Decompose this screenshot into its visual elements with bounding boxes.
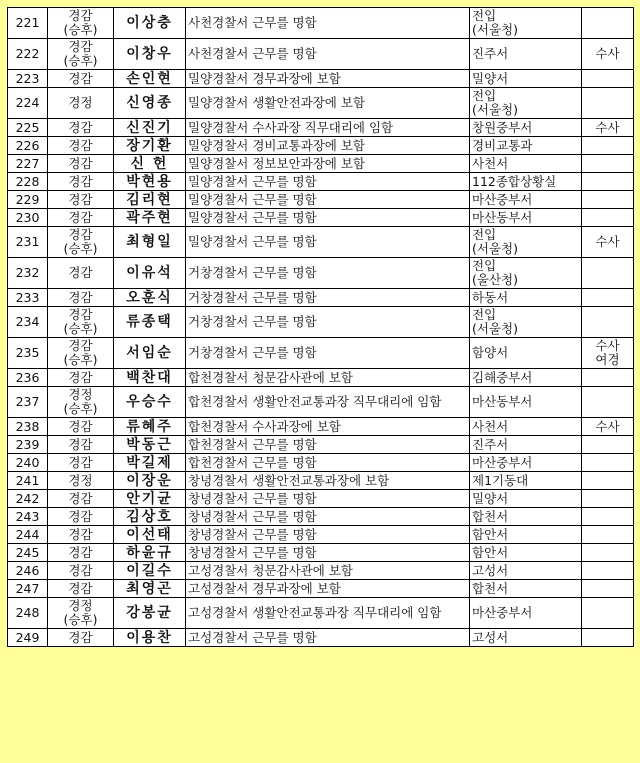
remarks-cell bbox=[582, 490, 634, 508]
rank-line: 경감 bbox=[68, 454, 93, 470]
remarks-cell bbox=[582, 369, 634, 387]
rank-line: 경감 bbox=[68, 209, 93, 225]
remarks-cell bbox=[582, 119, 634, 137]
name-cell: 신 헌 bbox=[114, 155, 186, 173]
table-row bbox=[8, 436, 634, 454]
note-line: 수사 bbox=[595, 119, 620, 135]
assignment-cell: 고성경찰서 생활안전교통과장 직무대리에 임함 bbox=[186, 598, 470, 629]
rank-cell bbox=[48, 227, 114, 258]
rank-cell bbox=[48, 490, 114, 508]
table-row bbox=[8, 289, 634, 307]
assignment-cell: 창녕경찰서 근무를 명함 bbox=[186, 526, 470, 544]
table-row bbox=[8, 258, 634, 289]
rank-cell bbox=[48, 289, 114, 307]
row-number: 232 bbox=[8, 258, 48, 289]
rank-cell bbox=[48, 544, 114, 562]
remarks-cell bbox=[582, 70, 634, 88]
row-number: 229 bbox=[8, 191, 48, 209]
previous-post-cell bbox=[470, 436, 582, 454]
previous-post-cell bbox=[470, 418, 582, 436]
from-line: (서울청) bbox=[472, 102, 518, 117]
row-number: 222 bbox=[8, 39, 48, 70]
name-cell: 오훈식 bbox=[114, 289, 186, 307]
previous-post-cell bbox=[470, 137, 582, 155]
previous-post-cell bbox=[470, 472, 582, 490]
name-cell: 곽주현 bbox=[114, 209, 186, 227]
rank-line: 경정 bbox=[68, 95, 93, 110]
rank-line: 경감 bbox=[68, 70, 93, 86]
rank-cell bbox=[48, 258, 114, 289]
table-row bbox=[8, 580, 634, 598]
previous-post-cell bbox=[470, 338, 582, 369]
rank-line: 경감 bbox=[68, 526, 93, 542]
assignment-cell: 고성경찰서 청문감사관에 보함 bbox=[186, 562, 470, 580]
assignment-cell: 고성경찰서 경무과장에 보함 bbox=[186, 580, 470, 598]
from-line: 김해중부서 bbox=[472, 369, 533, 385]
assignment-cell: 밀양경찰서 생활안전과장에 보함 bbox=[186, 88, 470, 119]
from-line: (서울청) bbox=[472, 321, 518, 336]
remarks-cell bbox=[582, 580, 634, 598]
rank-cell bbox=[48, 369, 114, 387]
rank-line: 경감 bbox=[68, 289, 93, 305]
previous-post-cell bbox=[470, 119, 582, 137]
rank-cell bbox=[48, 508, 114, 526]
previous-post-cell bbox=[470, 544, 582, 562]
from-line: 함안서 bbox=[472, 526, 509, 542]
rank-cell bbox=[48, 137, 114, 155]
name-cell: 최형일 bbox=[114, 227, 186, 258]
remarks-cell bbox=[582, 227, 634, 258]
name-cell: 강봉균 bbox=[114, 598, 186, 629]
table-row bbox=[8, 598, 634, 629]
table-row bbox=[8, 472, 634, 490]
assignment-cell: 밀양경찰서 경비교통과장에 보함 bbox=[186, 137, 470, 155]
assignment-cell: 사천경찰서 근무를 명함 bbox=[186, 39, 470, 70]
previous-post-cell bbox=[470, 155, 582, 173]
name-cell: 장기환 bbox=[114, 137, 186, 155]
name-cell: 김리현 bbox=[114, 191, 186, 209]
rank-cell bbox=[48, 8, 114, 39]
name-cell: 박길제 bbox=[114, 454, 186, 472]
row-number: 245 bbox=[8, 544, 48, 562]
rank-cell bbox=[48, 454, 114, 472]
row-number: 227 bbox=[8, 155, 48, 173]
table-row bbox=[8, 562, 634, 580]
row-number: 243 bbox=[8, 508, 48, 526]
assignment-cell: 사천경찰서 근무를 명함 bbox=[186, 8, 470, 39]
assignment-cell: 밀양경찰서 근무를 명함 bbox=[186, 191, 470, 209]
from-line: 밀양서 bbox=[472, 490, 509, 506]
remarks-cell bbox=[582, 191, 634, 209]
row-number: 230 bbox=[8, 209, 48, 227]
assignment-cell: 밀양경찰서 경무과장에 보함 bbox=[186, 70, 470, 88]
rank-cell bbox=[48, 191, 114, 209]
name-cell: 안기균 bbox=[114, 490, 186, 508]
name-cell: 류혜주 bbox=[114, 418, 186, 436]
from-line: 전입 bbox=[472, 227, 497, 242]
assignment-cell: 합천경찰서 근무를 명함 bbox=[186, 436, 470, 454]
from-line: 제1기동대 bbox=[472, 472, 529, 488]
rank-line: 경감 bbox=[68, 39, 93, 54]
rank-cell bbox=[48, 209, 114, 227]
name-cell: 이선태 bbox=[114, 526, 186, 544]
roster-body bbox=[8, 8, 634, 647]
remarks-cell bbox=[582, 289, 634, 307]
assignment-cell: 합천경찰서 생활안전교통과장 직무대리에 임함 bbox=[186, 387, 470, 418]
previous-post-cell bbox=[470, 88, 582, 119]
row-number: 225 bbox=[8, 119, 48, 137]
from-line: 함안서 bbox=[472, 544, 509, 560]
previous-post-cell bbox=[470, 289, 582, 307]
row-number: 235 bbox=[8, 338, 48, 369]
from-line: 고성서 bbox=[472, 562, 509, 578]
remarks-cell bbox=[582, 307, 634, 338]
rank-cell bbox=[48, 472, 114, 490]
remarks-cell bbox=[582, 258, 634, 289]
rank-cell bbox=[48, 155, 114, 173]
previous-post-cell bbox=[470, 307, 582, 338]
rank-cell bbox=[48, 526, 114, 544]
name-cell: 이창우 bbox=[114, 39, 186, 70]
name-cell: 이장운 bbox=[114, 472, 186, 490]
rank-cell bbox=[48, 629, 114, 647]
rank-cell bbox=[48, 119, 114, 137]
rank-line: (승후) bbox=[63, 22, 98, 37]
table-row bbox=[8, 209, 634, 227]
remarks-cell bbox=[582, 526, 634, 544]
rank-line: 경감 bbox=[68, 490, 93, 506]
rank-line: 경감 bbox=[68, 369, 93, 385]
previous-post-cell bbox=[470, 191, 582, 209]
rank-line: 경감 bbox=[68, 544, 93, 560]
rank-line: (승후) bbox=[63, 401, 98, 416]
table-row bbox=[8, 544, 634, 562]
from-line: 경비교통과 bbox=[472, 137, 533, 153]
previous-post-cell bbox=[470, 490, 582, 508]
from-line: (서울청) bbox=[472, 241, 518, 256]
from-line: 창원중부서 bbox=[472, 119, 533, 135]
assignment-cell: 밀양경찰서 근무를 명함 bbox=[186, 227, 470, 258]
rank-line: 경감 bbox=[68, 191, 93, 207]
name-cell: 김상호 bbox=[114, 508, 186, 526]
table-row bbox=[8, 629, 634, 647]
previous-post-cell bbox=[470, 8, 582, 39]
table-row bbox=[8, 119, 634, 137]
previous-post-cell bbox=[470, 369, 582, 387]
note-line: 여경 bbox=[595, 352, 620, 367]
previous-post-cell bbox=[470, 39, 582, 70]
from-line: 마산중부서 bbox=[472, 605, 533, 620]
previous-post-cell bbox=[470, 209, 582, 227]
rank-line: 경정 bbox=[68, 472, 93, 488]
rank-cell bbox=[48, 173, 114, 191]
table-row bbox=[8, 173, 634, 191]
table-row bbox=[8, 137, 634, 155]
table-row bbox=[8, 526, 634, 544]
assignment-cell: 거창경찰서 근무를 명함 bbox=[186, 338, 470, 369]
note-line: 수사 bbox=[595, 46, 620, 61]
row-number: 221 bbox=[8, 8, 48, 39]
rank-cell bbox=[48, 418, 114, 436]
row-number: 248 bbox=[8, 598, 48, 629]
remarks-cell bbox=[582, 562, 634, 580]
rank-line: 경감 bbox=[68, 265, 93, 280]
rank-line: 경감 bbox=[68, 8, 93, 23]
personnel-roster-table bbox=[7, 7, 634, 647]
rank-line: 경감 bbox=[68, 173, 93, 189]
row-number: 238 bbox=[8, 418, 48, 436]
previous-post-cell bbox=[470, 227, 582, 258]
rank-cell bbox=[48, 387, 114, 418]
row-number: 224 bbox=[8, 88, 48, 119]
from-line: 전입 bbox=[472, 88, 497, 103]
remarks-cell bbox=[582, 436, 634, 454]
row-number: 231 bbox=[8, 227, 48, 258]
previous-post-cell bbox=[470, 562, 582, 580]
rank-line: 경감 bbox=[68, 338, 93, 353]
table-row bbox=[8, 39, 634, 70]
name-cell: 하윤규 bbox=[114, 544, 186, 562]
rank-line: 경감 bbox=[68, 155, 93, 171]
table-row bbox=[8, 191, 634, 209]
from-line: 전입 bbox=[472, 307, 497, 322]
rank-line: 경감 bbox=[68, 629, 93, 645]
assignment-cell: 밀양경찰서 정보보안과장에 보함 bbox=[186, 155, 470, 173]
row-number: 236 bbox=[8, 369, 48, 387]
table-row bbox=[8, 70, 634, 88]
from-line: 함양서 bbox=[472, 345, 509, 360]
rank-line: 경감 bbox=[68, 227, 93, 242]
rank-line: 경감 bbox=[68, 119, 93, 135]
rank-cell bbox=[48, 307, 114, 338]
previous-post-cell bbox=[470, 598, 582, 629]
from-line: 합천서 bbox=[472, 580, 509, 596]
remarks-cell bbox=[582, 418, 634, 436]
rank-cell bbox=[48, 39, 114, 70]
assignment-cell: 합천경찰서 청문감사관에 보함 bbox=[186, 369, 470, 387]
assignment-cell: 창녕경찰서 근무를 명함 bbox=[186, 490, 470, 508]
name-cell: 신영종 bbox=[114, 88, 186, 119]
remarks-cell bbox=[582, 137, 634, 155]
name-cell: 신진기 bbox=[114, 119, 186, 137]
row-number: 242 bbox=[8, 490, 48, 508]
table-row bbox=[8, 88, 634, 119]
previous-post-cell bbox=[470, 508, 582, 526]
assignment-cell: 합천경찰서 수사과장에 보함 bbox=[186, 418, 470, 436]
from-line: 전입 bbox=[472, 258, 497, 273]
rank-line: (승후) bbox=[63, 612, 98, 627]
table-row bbox=[8, 387, 634, 418]
previous-post-cell bbox=[470, 526, 582, 544]
row-number: 241 bbox=[8, 472, 48, 490]
table-row bbox=[8, 369, 634, 387]
table-row bbox=[8, 418, 634, 436]
remarks-cell bbox=[582, 598, 634, 629]
assignment-cell: 고성경찰서 근무를 명함 bbox=[186, 629, 470, 647]
remarks-cell bbox=[582, 508, 634, 526]
from-line: 진주서 bbox=[472, 436, 509, 452]
assignment-cell: 창녕경찰서 생활안전교통과장에 보함 bbox=[186, 472, 470, 490]
from-line: 하동서 bbox=[472, 289, 509, 305]
rank-line: 경감 bbox=[68, 418, 93, 434]
from-line: 밀양서 bbox=[472, 70, 509, 86]
assignment-cell: 창녕경찰서 근무를 명함 bbox=[186, 508, 470, 526]
rank-line: 경정 bbox=[68, 387, 93, 402]
rank-line: (승후) bbox=[63, 53, 98, 68]
remarks-cell bbox=[582, 454, 634, 472]
row-number: 244 bbox=[8, 526, 48, 544]
rank-cell bbox=[48, 338, 114, 369]
assignment-cell: 합천경찰서 근무를 명함 bbox=[186, 454, 470, 472]
row-number: 223 bbox=[8, 70, 48, 88]
remarks-cell bbox=[582, 88, 634, 119]
rank-line: 경감 bbox=[68, 436, 93, 452]
note-line: 수사 bbox=[595, 418, 620, 434]
rank-line: (승후) bbox=[63, 321, 98, 336]
assignment-cell: 밀양경찰서 수사과장 직무대리에 임함 bbox=[186, 119, 470, 137]
rank-line: 경감 bbox=[68, 562, 93, 578]
rank-cell bbox=[48, 88, 114, 119]
from-line: 마산중부서 bbox=[472, 191, 533, 207]
assignment-cell: 창녕경찰서 근무를 명함 bbox=[186, 544, 470, 562]
name-cell: 우승수 bbox=[114, 387, 186, 418]
rank-line: 경감 bbox=[68, 580, 93, 596]
table-row bbox=[8, 338, 634, 369]
name-cell: 최영곤 bbox=[114, 580, 186, 598]
rank-cell bbox=[48, 436, 114, 454]
remarks-cell bbox=[582, 209, 634, 227]
note-line: 수사 bbox=[595, 234, 620, 249]
table-row bbox=[8, 307, 634, 338]
row-number: 247 bbox=[8, 580, 48, 598]
rank-cell bbox=[48, 598, 114, 629]
from-line: 전입 bbox=[472, 8, 497, 23]
remarks-cell bbox=[582, 387, 634, 418]
name-cell: 서임순 bbox=[114, 338, 186, 369]
from-line: (서울청) bbox=[472, 22, 518, 37]
from-line: 사천서 bbox=[472, 155, 509, 171]
remarks-cell bbox=[582, 173, 634, 191]
from-line: 마산중부서 bbox=[472, 454, 533, 470]
note-line: 수사 bbox=[595, 338, 620, 353]
from-line: 합천서 bbox=[472, 508, 509, 524]
from-line: 마산동부서 bbox=[472, 209, 533, 225]
rank-line: 경감 bbox=[68, 307, 93, 322]
remarks-cell bbox=[582, 155, 634, 173]
row-number: 246 bbox=[8, 562, 48, 580]
table-row bbox=[8, 227, 634, 258]
from-line: 고성서 bbox=[472, 629, 509, 645]
row-number: 228 bbox=[8, 173, 48, 191]
rank-line: 경정 bbox=[68, 598, 93, 613]
previous-post-cell bbox=[470, 580, 582, 598]
table-row bbox=[8, 490, 634, 508]
row-number: 234 bbox=[8, 307, 48, 338]
name-cell: 이상충 bbox=[114, 8, 186, 39]
from-line: 마산동부서 bbox=[472, 394, 533, 409]
rank-cell bbox=[48, 562, 114, 580]
remarks-cell bbox=[582, 472, 634, 490]
from-line: 사천서 bbox=[472, 418, 509, 434]
from-line: (울산청) bbox=[472, 272, 518, 287]
remarks-cell bbox=[582, 8, 634, 39]
name-cell: 손인현 bbox=[114, 70, 186, 88]
assignment-cell: 거창경찰서 근무를 명함 bbox=[186, 258, 470, 289]
name-cell: 이길수 bbox=[114, 562, 186, 580]
row-number: 239 bbox=[8, 436, 48, 454]
remarks-cell bbox=[582, 544, 634, 562]
assignment-cell: 거창경찰서 근무를 명함 bbox=[186, 289, 470, 307]
from-line: 112종합상황실 bbox=[472, 173, 557, 189]
rank-cell bbox=[48, 70, 114, 88]
row-number: 233 bbox=[8, 289, 48, 307]
name-cell: 백찬대 bbox=[114, 369, 186, 387]
name-cell: 박현용 bbox=[114, 173, 186, 191]
name-cell: 이용찬 bbox=[114, 629, 186, 647]
rank-line: 경감 bbox=[68, 508, 93, 524]
remarks-cell bbox=[582, 338, 634, 369]
assignment-cell: 밀양경찰서 근무를 명함 bbox=[186, 173, 470, 191]
from-line: 진주서 bbox=[472, 46, 509, 61]
table-row bbox=[8, 155, 634, 173]
previous-post-cell bbox=[470, 173, 582, 191]
remarks-cell bbox=[582, 39, 634, 70]
previous-post-cell bbox=[470, 629, 582, 647]
assignment-cell: 밀양경찰서 근무를 명함 bbox=[186, 209, 470, 227]
previous-post-cell bbox=[470, 454, 582, 472]
row-number: 249 bbox=[8, 629, 48, 647]
rank-cell bbox=[48, 580, 114, 598]
row-number: 237 bbox=[8, 387, 48, 418]
assignment-cell: 거창경찰서 근무를 명함 bbox=[186, 307, 470, 338]
previous-post-cell bbox=[470, 387, 582, 418]
table-row bbox=[8, 454, 634, 472]
name-cell: 이유석 bbox=[114, 258, 186, 289]
table-row bbox=[8, 508, 634, 526]
name-cell: 류종택 bbox=[114, 307, 186, 338]
rank-line: 경감 bbox=[68, 137, 93, 153]
name-cell: 박동근 bbox=[114, 436, 186, 454]
rank-line: (승후) bbox=[63, 352, 98, 367]
previous-post-cell bbox=[470, 70, 582, 88]
previous-post-cell bbox=[470, 258, 582, 289]
row-number: 226 bbox=[8, 137, 48, 155]
row-number: 240 bbox=[8, 454, 48, 472]
rank-line: (승후) bbox=[63, 241, 98, 256]
table-row bbox=[8, 8, 634, 39]
remarks-cell bbox=[582, 629, 634, 647]
